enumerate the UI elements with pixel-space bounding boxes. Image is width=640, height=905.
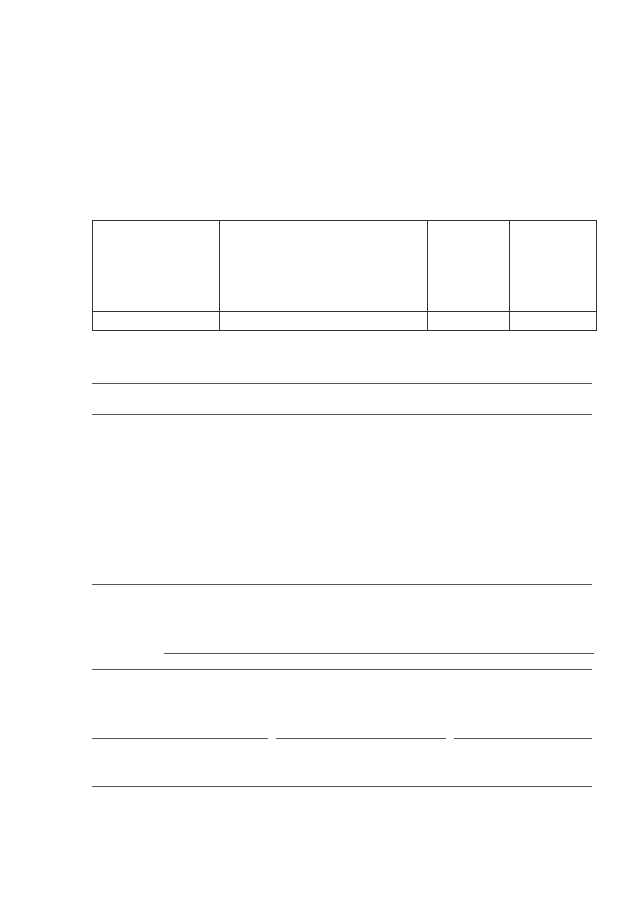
requisites-blank-line[interactable] (164, 653, 594, 654)
fio-line[interactable] (276, 738, 446, 739)
header-lot-number (93, 221, 220, 312)
bottom-rule (92, 786, 592, 787)
table-header-row (93, 221, 597, 312)
auction-unit-table (92, 220, 597, 331)
table-row (93, 312, 597, 331)
header-deposit (510, 221, 597, 312)
table-cell[interactable] (93, 312, 220, 331)
table-cell[interactable] (510, 312, 597, 331)
table-cell[interactable] (428, 312, 510, 331)
header-volume (428, 221, 510, 312)
table-cell[interactable] (220, 312, 428, 331)
signature-line[interactable] (92, 738, 268, 739)
applicant-name-line[interactable] (92, 383, 592, 384)
header-location (220, 221, 428, 312)
representative-name-line[interactable] (92, 584, 592, 585)
requisites-blank-line-2[interactable] (92, 669, 592, 670)
date-line[interactable] (454, 738, 592, 739)
applicant-name-line-2[interactable] (92, 414, 592, 415)
